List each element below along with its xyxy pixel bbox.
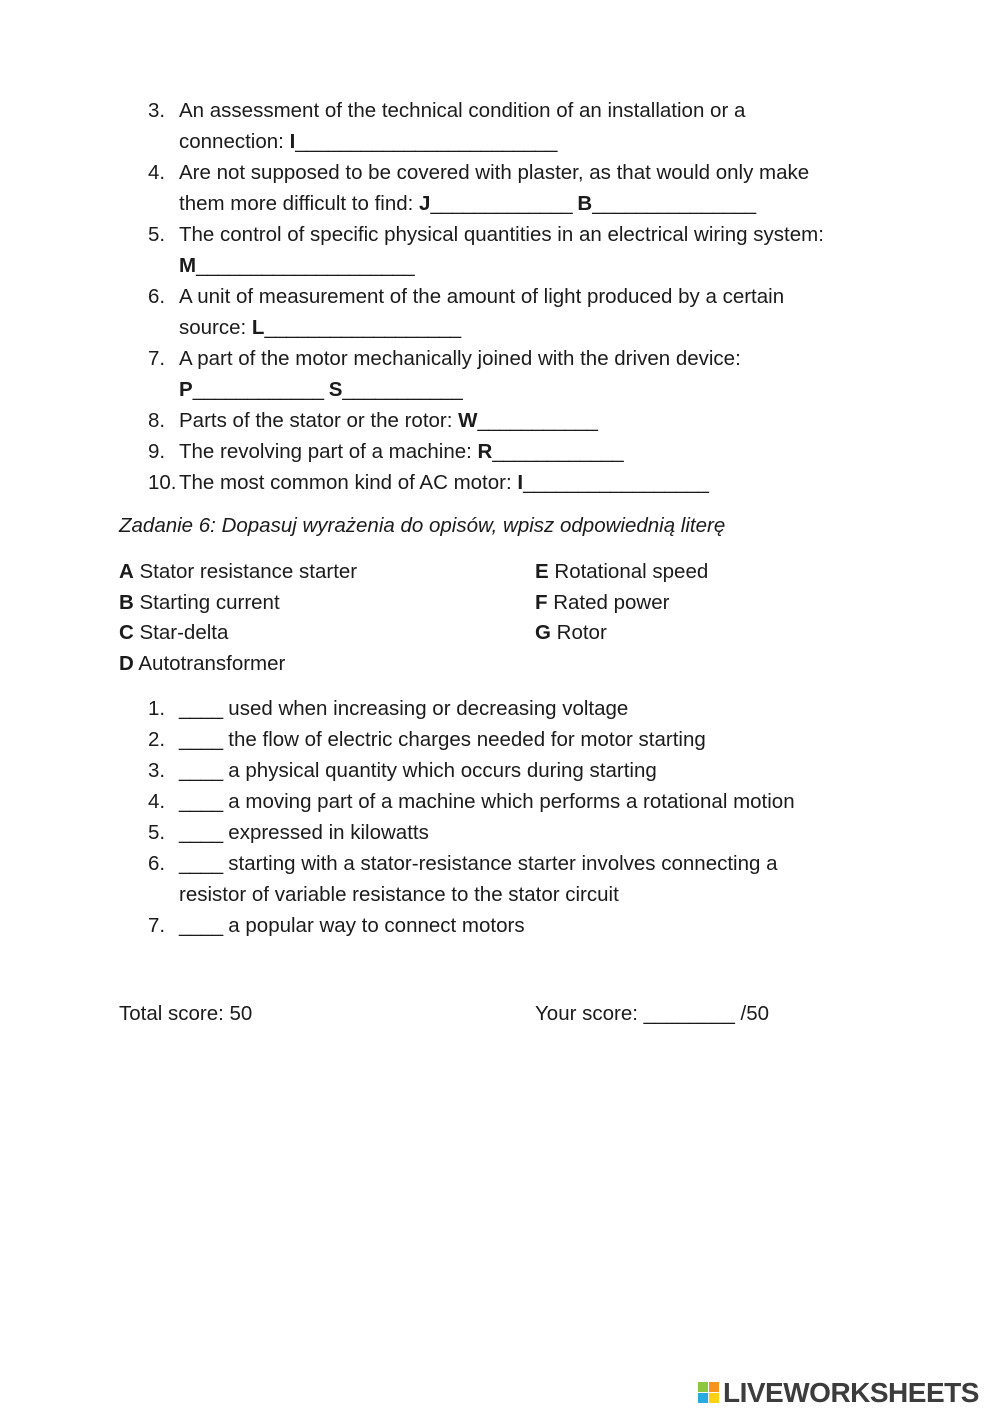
answer-blank[interactable]: ____: [179, 728, 223, 751]
list-item: [0, 755, 1000, 786]
option-e: [535, 556, 708, 587]
answer-blank[interactable]: ____: [179, 697, 223, 720]
option-text: Star-delta: [133, 621, 229, 644]
list-item: [0, 405, 1000, 436]
list-item-continuation: [0, 188, 1000, 219]
answer-blank[interactable]: ___________: [477, 409, 598, 432]
item-text: Are not supposed to be covered with plaster, as that would only make: [179, 161, 810, 184]
answer-blank[interactable]: ____: [179, 759, 223, 782]
item-number: 3.: [148, 99, 166, 122]
hint-letter: I: [289, 130, 296, 153]
answer-blank[interactable]: ____________________: [196, 254, 415, 277]
item-text: starting with a stator-resistance starter involves connecting a: [222, 852, 778, 875]
option-letter: D: [119, 652, 134, 675]
item-text: Parts of the stator or the rotor:: [179, 409, 459, 432]
list-item-continuation: [0, 312, 1000, 343]
answer-blank[interactable]: _______________: [592, 192, 756, 215]
item-number: 5.: [148, 223, 166, 246]
item-number: 1.: [148, 697, 166, 720]
list-item: [0, 910, 1000, 941]
list-item: [0, 157, 1000, 188]
option-letter: A: [119, 560, 134, 583]
option-text: Rotational speed: [548, 560, 709, 583]
option-b: [119, 587, 280, 618]
item-number: 10.: [148, 471, 177, 494]
hint-letter: B: [577, 192, 593, 215]
task5-list: [0, 95, 1000, 498]
item-text: a moving part of a machine which performs a rotational motion: [222, 790, 795, 813]
task6-heading: Zadanie 6: Dopasuj wyrażenia do opisów, wpisz odpowiednią literę: [119, 514, 726, 537]
list-item: [0, 281, 1000, 312]
item-text: The revolving part of a machine:: [179, 440, 478, 463]
option-g: [535, 617, 607, 648]
your-score[interactable]: Your score: ________ /50: [535, 1002, 770, 1025]
answer-blank[interactable]: ________________________: [295, 130, 557, 153]
item-number: 6.: [148, 852, 166, 875]
answer-blank[interactable]: _____________: [430, 192, 578, 215]
option-text: Rotor: [550, 621, 607, 644]
logo-text: LIVEWORKSHEETS: [723, 1377, 979, 1408]
option-a: [119, 556, 357, 587]
answer-blank[interactable]: ____________: [492, 440, 624, 463]
option-text: Rated power: [547, 591, 670, 614]
list-item: [0, 95, 1000, 126]
item-text: source:: [179, 316, 252, 339]
answer-blank[interactable]: _________________: [523, 471, 709, 494]
hint-letter: I: [517, 471, 524, 494]
option-letter: B: [119, 591, 134, 614]
list-item: [0, 436, 1000, 467]
list-item: [0, 219, 1000, 250]
option-text: Autotransformer: [133, 652, 286, 675]
list-item: [0, 343, 1000, 374]
item-text: A unit of measurement of the amount of light produced by a certain: [179, 285, 785, 308]
list-item: [0, 817, 1000, 848]
item-number: 2.: [148, 728, 166, 751]
item-text: a physical quantity which occurs during starting: [222, 759, 657, 782]
item-text: connection:: [179, 130, 290, 153]
option-letter: E: [535, 560, 549, 583]
item-text: An assessment of the technical condition of an installation or a: [179, 99, 746, 122]
hint-letter: R: [477, 440, 493, 463]
hint-letter: L: [251, 316, 265, 339]
list-item-continuation: [0, 374, 1000, 405]
option-letter: G: [535, 621, 551, 644]
list-item-continuation: [0, 126, 1000, 157]
hint-letter: J: [419, 192, 431, 215]
answer-blank[interactable]: ____: [179, 914, 223, 937]
hint-letter: M: [179, 254, 197, 277]
logo-mark-icon: [698, 1382, 720, 1404]
item-text: The control of specific physical quantities in an electrical wiring system:: [179, 223, 824, 246]
list-item: [0, 724, 1000, 755]
list-item-continuation: [0, 879, 1000, 910]
answer-blank[interactable]: ____: [179, 790, 223, 813]
hint-letter: W: [458, 409, 478, 432]
list-item: [0, 848, 1000, 879]
list-item: [0, 693, 1000, 724]
answer-blank[interactable]: ___________: [342, 378, 463, 401]
item-number: 3.: [148, 759, 166, 782]
answer-blank[interactable]: ____: [179, 821, 223, 844]
hint-letter: S: [328, 378, 343, 401]
item-number: 7.: [148, 914, 166, 937]
option-text: Starting current: [133, 591, 280, 614]
item-text: a popular way to connect motors: [222, 914, 525, 937]
option-d: [119, 648, 285, 679]
item-text: expressed in kilowatts: [222, 821, 429, 844]
task6-list: [0, 693, 1000, 941]
item-number: 8.: [148, 409, 166, 432]
option-text: Stator resistance starter: [133, 560, 358, 583]
item-text: them more difficult to find:: [179, 192, 420, 215]
item-number: 4.: [148, 790, 166, 813]
item-text: used when increasing or decreasing voltage: [222, 697, 629, 720]
option-c: [119, 617, 228, 648]
total-score: Total score: 50: [119, 1002, 253, 1025]
item-text: resistor of variable resistance to the stator circuit: [179, 883, 619, 906]
answer-blank[interactable]: ____________: [192, 378, 329, 401]
liveworksheets-logo: [698, 1376, 979, 1410]
item-text: The most common kind of AC motor:: [179, 471, 518, 494]
list-item: [0, 467, 1000, 498]
item-number: 6.: [148, 285, 166, 308]
item-number: 5.: [148, 821, 166, 844]
option-letter: C: [119, 621, 134, 644]
answer-blank[interactable]: __________________: [264, 316, 461, 339]
item-number: 4.: [148, 161, 166, 184]
answer-blank[interactable]: ____: [179, 852, 223, 875]
item-number: 9.: [148, 440, 166, 463]
list-item: [0, 786, 1000, 817]
option-f: [535, 587, 669, 618]
item-text: A part of the motor mechanically joined with the driven device:: [179, 347, 741, 370]
list-item-continuation: [0, 250, 1000, 281]
item-text: the flow of electric charges needed for motor starting: [222, 728, 706, 751]
option-letter: F: [535, 591, 548, 614]
item-number: 7.: [148, 347, 166, 370]
hint-letter: P: [179, 378, 193, 401]
